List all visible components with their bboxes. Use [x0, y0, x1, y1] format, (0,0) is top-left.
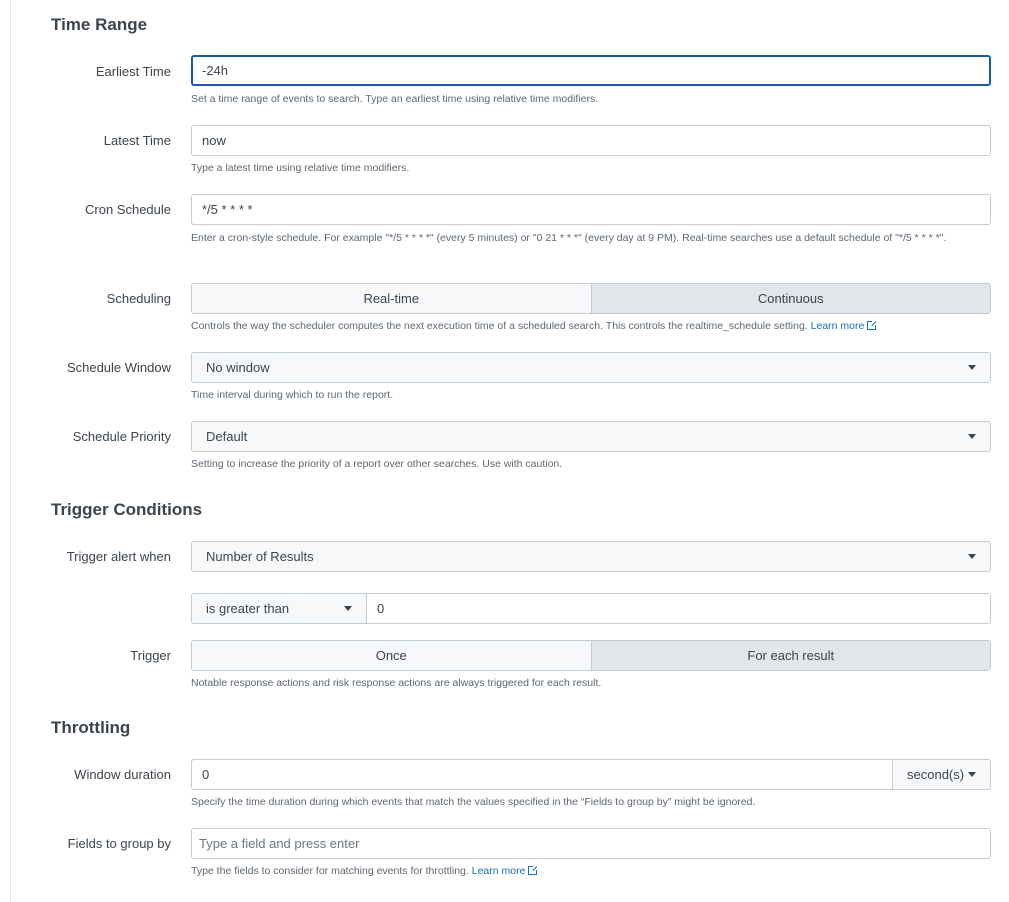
scheduling-option-continuous[interactable]: Continuous: [591, 284, 991, 313]
earliest-time-label: Earliest Time: [95, 64, 171, 79]
window-duration-help: Specify the time duration during which events that match the values specified in the “Fields to group by” might be ignored.: [191, 796, 756, 808]
fields-to-group-by-input[interactable]: [191, 828, 991, 859]
scheduling-label: Scheduling: [106, 291, 171, 306]
scheduling-learn-more-link[interactable]: [811, 320, 877, 332]
throttling-learn-more-link[interactable]: [472, 865, 538, 877]
caret-down-icon: [344, 606, 352, 611]
cron-schedule-input[interactable]: [191, 194, 991, 225]
comparison-operator-dropdown[interactable]: [191, 593, 367, 624]
trigger-alert-when-dropdown[interactable]: [191, 541, 991, 572]
section-title-time-range: Time Range: [51, 15, 148, 34]
comparison-value: 0: [377, 601, 385, 616]
trigger-alert-when-label: Trigger alert when: [66, 549, 171, 564]
schedule-priority-label: Schedule Priority: [72, 429, 171, 444]
window-duration-value: 0: [202, 767, 210, 782]
schedule-window-label: Schedule Window: [66, 360, 171, 375]
latest-time-value: now: [202, 133, 226, 148]
section-title-throttling: Throttling: [51, 718, 131, 737]
schedule-priority-help: Setting to increase the priority of a report over other searches. Use with caution.: [191, 458, 563, 470]
comparison-operator-value: is greater than: [206, 601, 290, 616]
latest-time-help: Type a latest time using relative time modifiers.: [191, 162, 410, 174]
fields-to-group-by-label: Fields to group by: [67, 836, 171, 851]
caret-down-icon: [968, 434, 976, 439]
scheduling-help: [191, 319, 991, 334]
trigger-option-once[interactable]: Once: [192, 641, 591, 670]
trigger-option-for-each-result[interactable]: For each result: [591, 641, 991, 670]
schedule-window-value: No window: [206, 360, 270, 375]
fields-to-group-by-placeholder: Type a field and press enter: [199, 836, 360, 851]
schedule-window-dropdown[interactable]: [191, 352, 991, 383]
comparison-value-input[interactable]: [366, 593, 991, 624]
schedule-priority-value: Default: [206, 429, 248, 444]
cron-schedule-label: Cron Schedule: [85, 202, 171, 217]
window-duration-input[interactable]: [191, 759, 893, 790]
earliest-time-input[interactable]: [191, 55, 991, 86]
fields-to-group-by-help: [191, 864, 991, 879]
window-duration-unit-dropdown[interactable]: [892, 759, 991, 790]
throttling-learn-more-text: Learn more: [471, 865, 526, 877]
scheduling-help-text: Controls the way the scheduler computes the next execution time of a scheduled search. This controls the realtime_schedule setting.: [191, 320, 808, 332]
schedule-window-help: Time interval during which to run the report.: [191, 389, 394, 401]
scheduling-toggle[interactable]: [191, 283, 991, 314]
latest-time-label: Latest Time: [103, 133, 171, 148]
earliest-time-value: -24h: [202, 63, 229, 78]
scheduling-learn-more-text: Learn more: [810, 320, 865, 332]
cron-schedule-help: Enter a cron-style schedule. For example "*/5 * * * *" (every 5 minutes) or "0 21 * * *" (every day at 9 PM). Real-time searches use a default schedule of "*/5 * * * *".: [191, 232, 947, 244]
cron-schedule-value: */5 * * * *: [202, 202, 253, 217]
earliest-time-help: Set a time range of events to search. Type an earliest time using relative time modifiers.: [191, 93, 599, 105]
caret-down-icon: [968, 365, 976, 370]
latest-time-input[interactable]: [191, 125, 991, 156]
window-duration-label: Window duration: [74, 767, 171, 782]
scheduling-option-realtime[interactable]: Real-time: [192, 284, 591, 313]
trigger-alert-when-value: Number of Results: [206, 549, 314, 564]
schedule-priority-dropdown[interactable]: [191, 421, 991, 452]
external-link-icon: [867, 321, 876, 330]
trigger-label: Trigger: [130, 648, 171, 663]
trigger-toggle[interactable]: [191, 640, 991, 671]
caret-down-icon: [968, 554, 976, 559]
external-link-icon: [528, 866, 537, 875]
caret-down-icon: [968, 772, 976, 777]
fields-to-group-by-help-text: Type the fields to consider for matching events for throttling.: [191, 865, 469, 877]
trigger-help: Notable response actions and risk response actions are always triggered for each result.: [191, 677, 602, 689]
window-duration-unit-value: second(s): [907, 767, 965, 782]
section-title-trigger-conditions: Trigger Conditions: [51, 500, 203, 519]
left-border: [10, 0, 11, 902]
